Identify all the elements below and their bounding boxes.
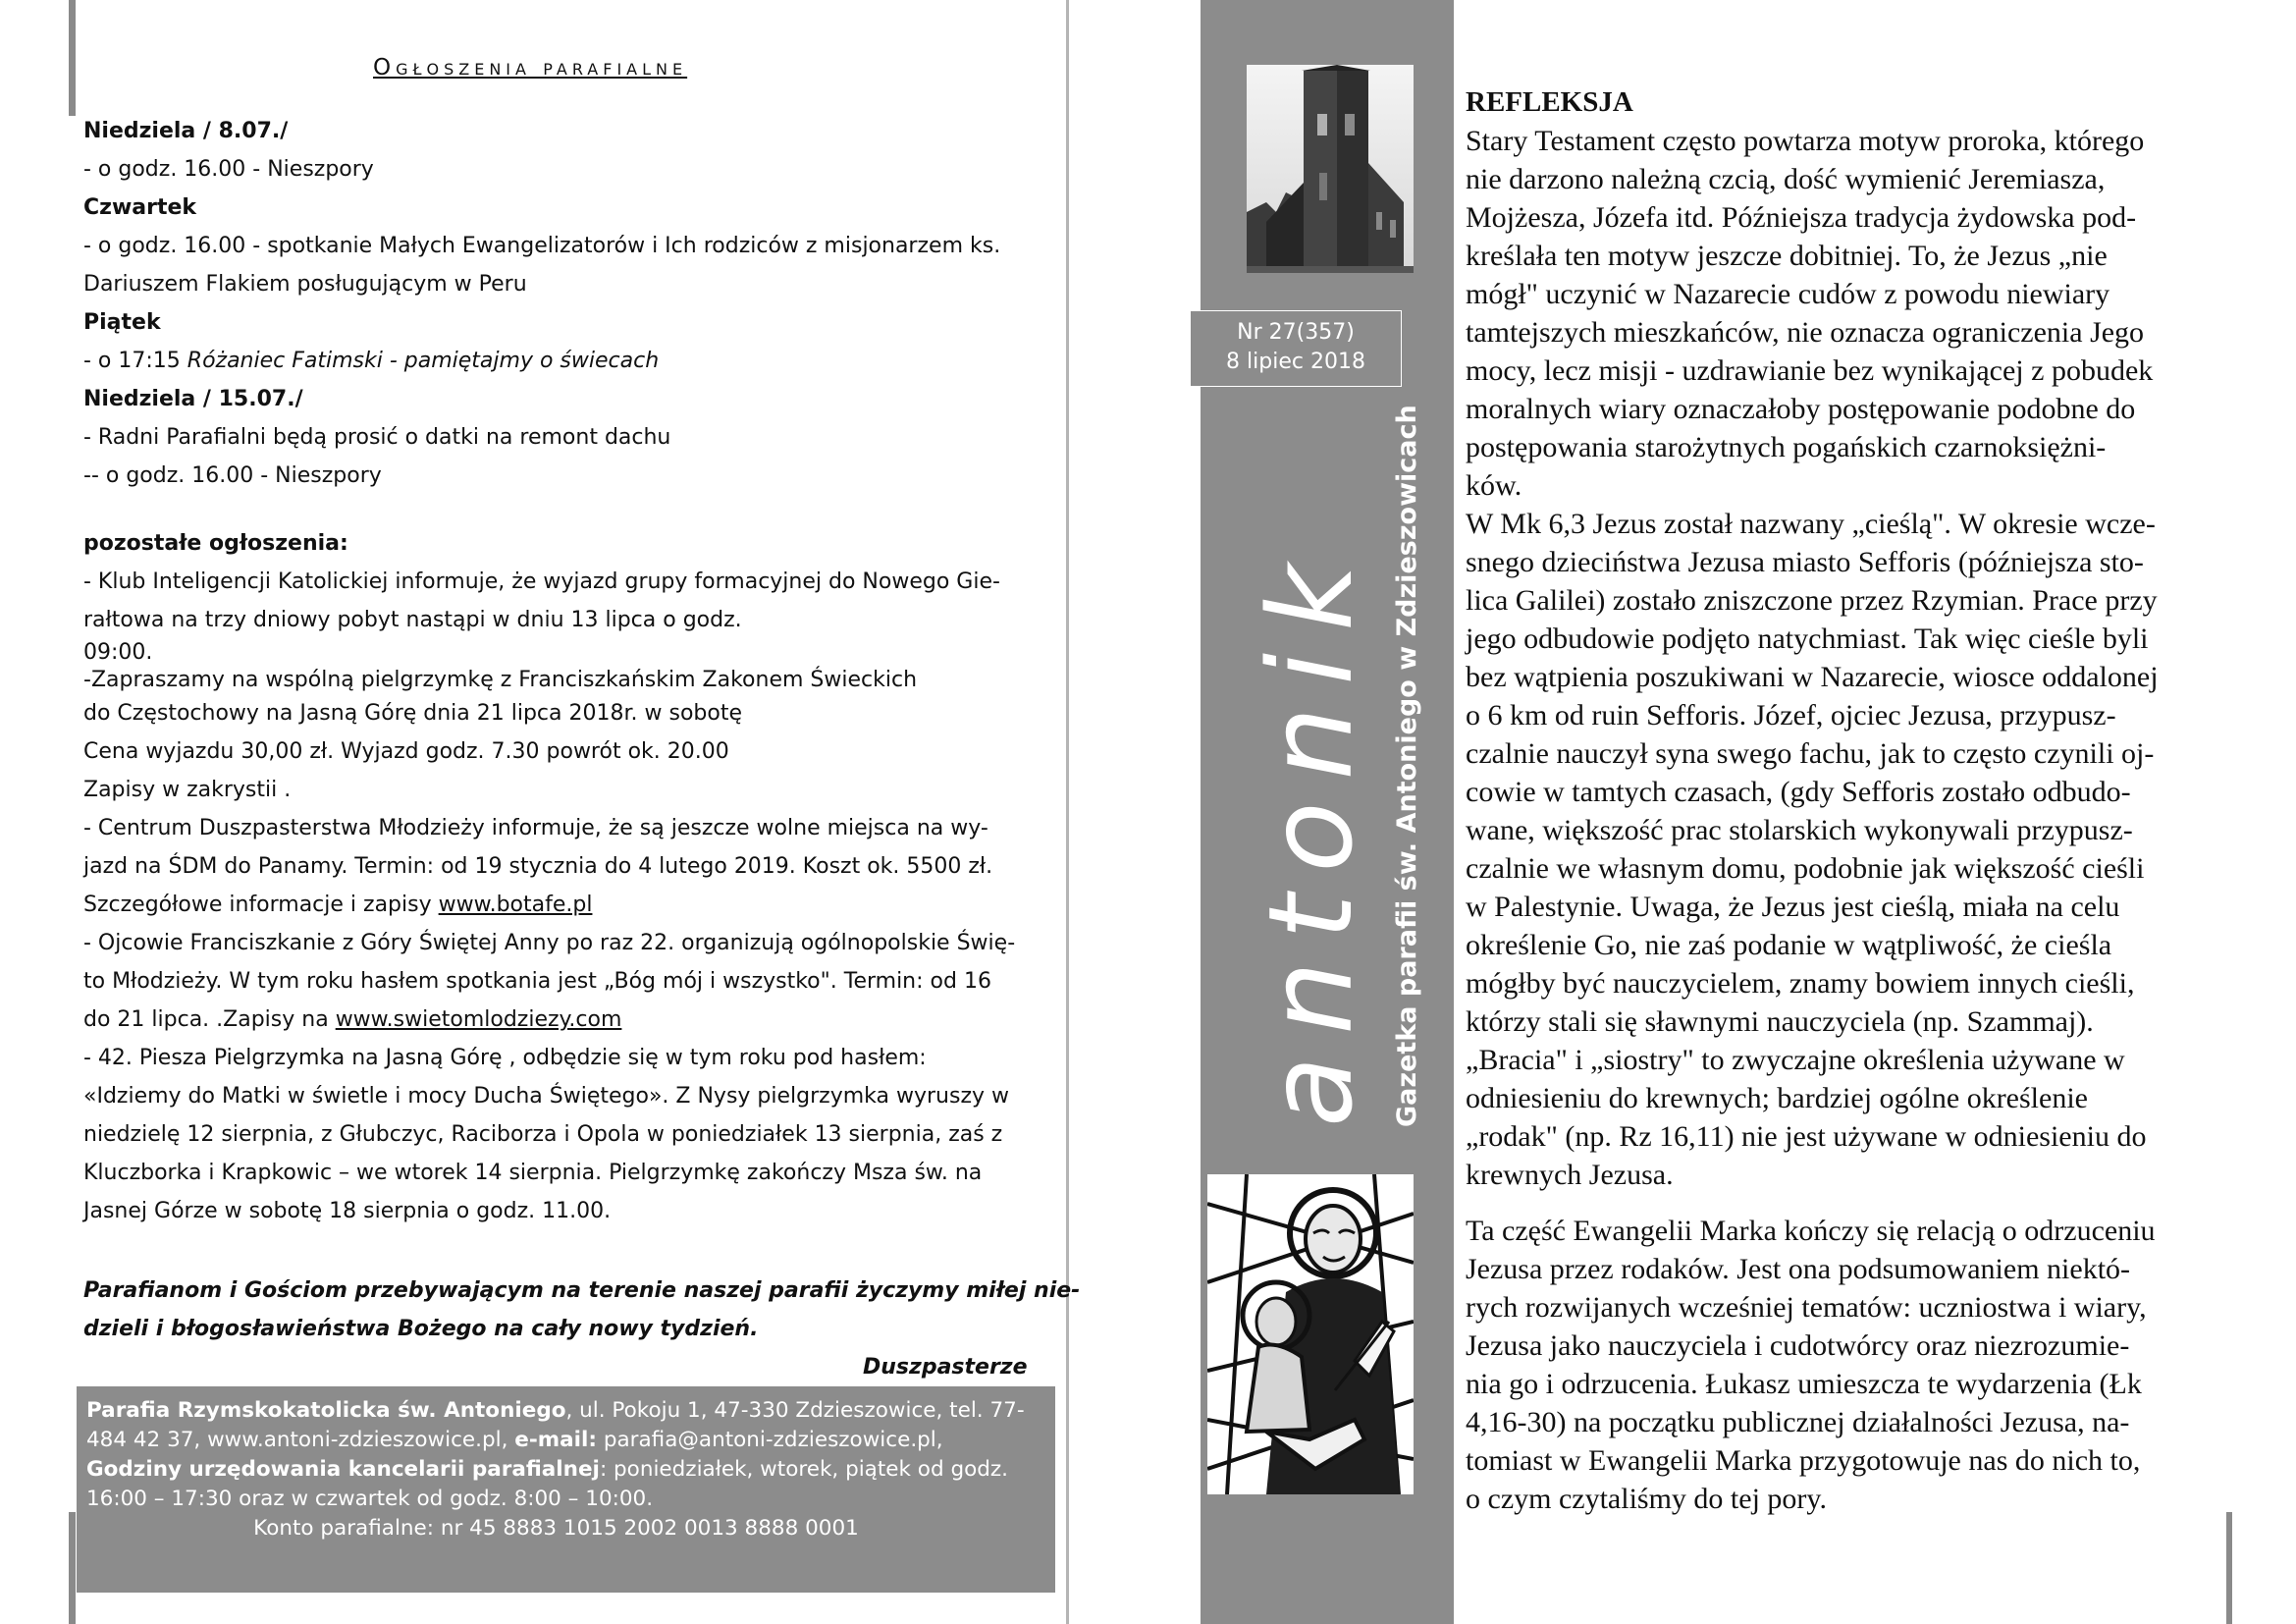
reflection-line: „Bracia" i „siostry" to zwyczajne określenia używane w <box>1466 1044 2125 1076</box>
announcement-day: Piątek <box>83 310 161 335</box>
announcement-text: do 21 lipca. .Zapisy na <box>83 1007 336 1032</box>
reflection-line: Mojżesza, Józefa itd. Późniejsza tradycja żydowska pod- <box>1466 201 2137 234</box>
right-edge-bar <box>2226 1512 2232 1624</box>
reflection-line: tomiast w Ewangelii Marka przygotowuje nas do nich to, <box>1466 1444 2141 1477</box>
reflection-line: lica Galilei) zostało zniszczone przez Rzymian. Prace przy <box>1466 584 2158 617</box>
announcement-line: - o godz. 16.00 - Nieszpory <box>83 157 374 182</box>
parish-address: , ul. Pokoju 1, 47-330 Zdzieszowice, tel. 77- <box>565 1398 1025 1423</box>
reflection-line: o czym czytaliśmy do tej pory. <box>1466 1483 1827 1515</box>
announcement-line: Kluczborka i Krapkowic – we wtorek 14 sierpnia. Pielgrzymkę zakończy Msza św. na <box>83 1161 983 1185</box>
reflection-line: nia go i odrzucenia. Łukasz umieszcza te wydarzenia (Łk <box>1466 1368 2142 1400</box>
masthead-title-text: antonik <box>1243 542 1378 1127</box>
reflection-line: Jezusa jako nauczyciela i cudotwórcy oraz niezrozumie- <box>1466 1329 2130 1362</box>
issue-number: Nr 27(357) <box>1237 320 1355 345</box>
announcement-line: 09:00. <box>83 640 153 665</box>
reflection-text <box>1466 122 2159 1194</box>
announcement-line: - Ojcowie Franciszkanie z Góry Świętej Anny po raz 22. organizują ogólnopolskie Świę- <box>83 931 1016 955</box>
announcements-list <box>83 112 1000 495</box>
center-fold-line <box>1066 0 1069 1624</box>
reflection-line: Stary Testament często powtarza motyw proroka, którego <box>1466 125 2145 157</box>
reflection-line: moralnych wiary oznaczałoby postępowanie podobne do <box>1466 393 2136 425</box>
announcement-line: to Młodzieży. W tym roku hasłem spotkania jest „Bóg mój i wszystko". Termin: od 16 <box>83 969 991 994</box>
announcement-line <box>83 886 1015 924</box>
announcement-day: Niedziela / 8.07./ <box>83 119 289 143</box>
reflection-line: 4,16-30) na początku publicznej działalności Jezusa, na- <box>1466 1406 2130 1438</box>
reflection-line: postępowania starożytnych pogańskich czarnoksiężni- <box>1466 431 2107 463</box>
parish-name: Parafia Rzymskokatolicka św. Antoniego <box>86 1398 566 1423</box>
reflection-line: nie darzono należną czcią, dość wymienić Jeremiasza, <box>1466 163 2106 195</box>
church-icon <box>1247 65 1414 273</box>
announcement-line <box>83 342 1000 380</box>
announcement-line: - 42. Piesza Pielgrzymka na Jasną Górę , odbędzie się w tym roku pod hasłem: <box>83 1046 927 1070</box>
announcement-link[interactable]: www.swietomlodziezy.com <box>335 1007 622 1032</box>
issue-date: 8 lipiec 2018 <box>1226 350 1365 374</box>
announcements-heading-text: Ogłoszenia parafialne <box>373 55 688 81</box>
parish-info-line-4: 16:00 – 17:30 oraz w czwartek od godz. 8:00 – 10:00. <box>86 1487 654 1511</box>
saint-anthony-icon <box>1207 1174 1414 1494</box>
reflection-line: odniesieniu do krewnych; bardziej ogólne określenie <box>1466 1082 2088 1114</box>
announcement-line: niedzielę 12 sierpnia, z Głubczyc, Raciborza i Opola w poniedziałek 13 sierpnia, zaś z <box>83 1122 1003 1147</box>
other-announcements-list <box>83 563 1015 1230</box>
announcement-line: Dariuszem Flakiem posługującym w Peru <box>83 272 527 297</box>
reflection-line: czalnie we własnym domu, podobnie jak większość cieśli <box>1466 852 2145 885</box>
reflection-line: czalnie nauczył syna swego fachu, jak to często czynili oj- <box>1466 737 2155 770</box>
reflection-line: mógłby być nauczycielem, znamy bowiem innych cieśli, <box>1466 967 2135 1000</box>
masthead-subtitle-text: Gazetka parafii św. Antoniego w Zdzieszowicach <box>1392 405 1422 1127</box>
reflection-line: Jezusa przez rodaków. Jest ona podsumowaniem niektó- <box>1466 1253 2131 1285</box>
reflection-line: wane, większość prac stolarskich wykonywali przypusz- <box>1466 814 2133 846</box>
reflection-line: „rodak" (np. Rz 16,11) nie jest używane w odniesieniu do <box>1466 1120 2147 1153</box>
reflection-line: w Palestynie. Uwaga, że Jezus jest cieślą, miała na celu <box>1466 891 2120 923</box>
announcement-line: - Centrum Duszpasterstwa Młodzieży informuje, że są jeszcze wolne miejsca na wy- <box>83 816 988 840</box>
office-hours-label: Godziny urzędowania kancelarii parafialnej <box>86 1457 600 1482</box>
left-edge-bar-top <box>69 0 76 116</box>
announcement-line: «Idziemy do Matki w świetle i mocy Ducha Świętego». Z Nysy pielgrzymka wyruszy w <box>83 1084 1009 1109</box>
saint-anthony-illustration <box>1207 1174 1414 1494</box>
announcement-line: do Częstochowy na Jasną Górę dnia 21 lipca 2018r. w sobotę <box>83 701 742 726</box>
parish-info-box <box>77 1386 1055 1593</box>
issue-box <box>1190 310 1402 387</box>
announcement-line: - o godz. 16.00 - spotkanie Małych Ewangelizatorów i Ich rodziców z misjonarzem ks. <box>83 234 1001 258</box>
parish-email: parafia@antoni-zdzieszowice.pl, <box>597 1428 943 1452</box>
announcement-link[interactable]: www.botafe.pl <box>438 893 593 917</box>
reflection-line: krewnych Jezusa. <box>1466 1159 1674 1191</box>
announcement-line: Zapisy w zakrystii . <box>83 778 292 802</box>
announcement-line: jazd na ŚDM do Panamy. Termin: od 19 stycznia do 4 lutego 2019. Koszt ok. 5500 zł. <box>83 854 993 879</box>
reflection-block <box>1466 83 2159 1518</box>
reflection-line: rych rozwijanych wcześniej tematów: uczniostwa i wiary, <box>1466 1291 2147 1324</box>
masthead-subtitle <box>1392 405 1423 1127</box>
signature-text: Duszpasterze <box>863 1355 1028 1380</box>
reflection-line: bez wątpienia poszukiwani w Nazarecie, wiosce oddalonej <box>1466 661 2159 693</box>
masthead-title <box>1243 542 1378 1127</box>
parish-info-line-1 <box>86 1396 1055 1426</box>
wishes-block <box>83 1272 1080 1348</box>
reflection-line: W Mk 6,3 Jezus został nazwany „cieślą". W okresie wcze- <box>1466 508 2156 540</box>
wishes-line: dzieli i błogosławieństwa Bożego na cały nowy tydzień. <box>83 1317 759 1341</box>
signature <box>863 1348 1028 1386</box>
email-label: e-mail: <box>514 1428 598 1452</box>
reflection-line: określenie Go, nie zaś podanie w wątpliwość, że cieśla <box>1466 929 2112 961</box>
office-hours-days: : poniedziałek, wtorek, piątek od godz. <box>599 1457 1009 1482</box>
church-photo <box>1247 65 1414 273</box>
announcement-time: - o 17:15 <box>83 349 187 373</box>
reflection-line: tamtejszych mieszkańców, nie oznacza ograniczenia Jego <box>1466 316 2145 349</box>
announcement-line <box>83 1001 1015 1039</box>
announcement-day: Czwartek <box>83 195 197 220</box>
reflection-line: mocy, lecz misji - uzdrawianie bez wynikającej z pobudek <box>1466 354 2154 387</box>
announcement-italic: Różaniec Fatimski - pamiętajmy o świecach <box>187 349 660 373</box>
announcements-heading <box>373 55 687 81</box>
announcement-line: Cena wyjazdu 30,00 zł. Wyjazd godz. 7.30 powrót ok. 20.00 <box>83 739 729 764</box>
parish-info-line-3 <box>86 1455 1055 1485</box>
left-edge-bar-bottom <box>69 1512 76 1624</box>
reflection-line: którzy stali się sławnymi nauczyciela (np. Szammaj). <box>1466 1005 2094 1038</box>
announcement-line: -Zapraszamy na wspólną pielgrzymkę z Franciszkańskim Zakonem Świeckich <box>83 668 918 692</box>
reflection-line: cowie w tamtych czasach, (gdy Sefforis zostało odbudo- <box>1466 776 2131 808</box>
reflection-line: Ta część Ewangelii Marka kończy się relacją o odrzuceniu <box>1466 1215 2156 1247</box>
other-announcements <box>83 524 1015 1230</box>
parish-phone-web: 484 42 37, www.antoni-zdzieszowice.pl, <box>86 1428 515 1452</box>
announcement-text: Szczegółowe informacje i zapisy <box>83 893 439 917</box>
reflection-line: kreślała ten motyw jeszcze dobitniej. To, że Jezus „nie <box>1466 240 2108 272</box>
announcement-line: Jasnej Górze w sobotę 18 sierpnia o godz. 11.00. <box>83 1199 612 1223</box>
announcement-line: -- o godz. 16.00 - Nieszpory <box>83 463 382 488</box>
announcement-day: Niedziela / 15.07./ <box>83 387 303 411</box>
wishes-line: Parafianom i Gościom przebywającym na terenie naszej parafii życzymy miłej nie- <box>83 1278 1081 1303</box>
reflection-line: jego odbudowie podjęto natychmiast. Tak więc cieśle byli <box>1466 623 2149 655</box>
announcement-line: rałtowa na trzy dniowy pobyt nastąpi w dniu 13 lipca o godz. <box>83 608 742 632</box>
bank-account: Konto parafialne: nr 45 8883 1015 2002 0013 8888 0001 <box>253 1516 859 1541</box>
announcement-line: - Klub Inteligencji Katolickiej informuje, że wyjazd grupy formacyjnej do Nowego Gie- <box>83 569 1000 594</box>
reflection-title: REFLEKSJA <box>1466 86 1633 118</box>
reflection-line: ków. <box>1466 469 1522 502</box>
reflection-text-2 <box>1466 1212 2159 1518</box>
reflection-line: mógł" uczynić w Nazarecie cudów z powodu niewiary <box>1466 278 2110 310</box>
reflection-line: snego dzieciństwa Jezusa miasto Sefforis (późniejsza sto- <box>1466 546 2144 578</box>
announcement-line: - Radni Parafialni będą prosić o datki na remont dachu <box>83 425 671 450</box>
parish-info-line-2 <box>86 1426 1055 1455</box>
other-announcements-title: pozostałe ogłoszenia: <box>83 531 348 556</box>
reflection-line: o 6 km od ruin Sefforis. Józef, ojciec Jezusa, przypusz- <box>1466 699 2116 731</box>
